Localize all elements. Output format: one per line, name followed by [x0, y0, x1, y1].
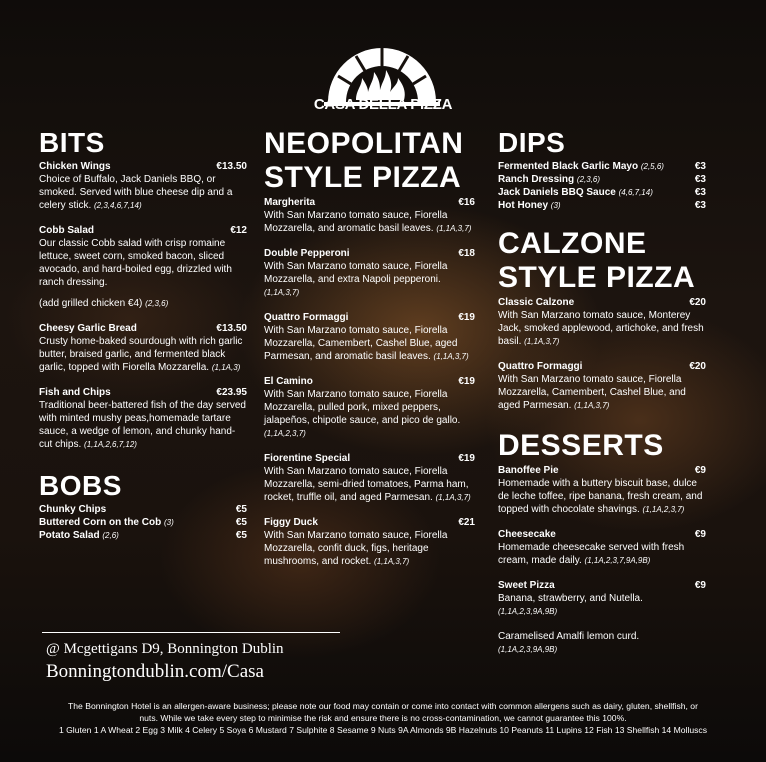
- item-allergens: (3): [550, 201, 561, 210]
- section-title-neopolitan-line2: STYLE PIZZA: [264, 161, 462, 194]
- item-name: Buttered Corn on the Cob: [39, 517, 162, 528]
- section-title-desserts: DESSERTS: [498, 429, 664, 462]
- menu-item-variant: [498, 630, 706, 656]
- item-name: Double Pepperoni: [264, 248, 350, 259]
- item-allergens: (2,5,6): [640, 162, 664, 171]
- item-price: €5: [235, 504, 247, 515]
- dip-item: [498, 186, 706, 199]
- item-name: Quattro Formaggi: [498, 361, 583, 372]
- disclaimer-line: nuts. While we take every step to minimise the risk and ensure there is no cross-contamination, we cannot guarantee this 100%.: [139, 713, 627, 723]
- item-description: With San Marzano tomato sauce, Fiorella Mozzarella, Camembert, Cashel Blue, and aged Parmesan.: [498, 374, 686, 411]
- item-allergens: (1,1A,3,7): [374, 557, 410, 566]
- menu-item: [264, 196, 475, 235]
- item-price: €12: [230, 225, 247, 236]
- menu-item: [264, 452, 475, 504]
- item-description: With San Marzano tomato sauce, Fiorella Mozzarella, and aromatic basil leaves.: [264, 210, 448, 234]
- item-allergens: (2,3,6): [576, 175, 601, 184]
- item-name: Cheesecake: [498, 529, 556, 540]
- item-description: Caramelised Amalfi lemon curd.: [498, 631, 640, 642]
- item-name: Hot Honey: [498, 200, 548, 211]
- menu-item: [264, 311, 475, 363]
- item-name: Fermented Black Garlic Mayo: [498, 161, 639, 172]
- menu-item: [39, 322, 247, 374]
- brand-name: CASA DELLA PIZZA: [313, 96, 453, 113]
- item-allergens: (1,1A,2,3,9A,9B): [498, 607, 558, 616]
- item-name: Ranch Dressing: [498, 174, 575, 185]
- item-price: €19: [458, 376, 475, 387]
- item-description: With San Marzano tomato sauce, Fiorella Mozzarella, semi-dried tomatoes, Parma ham, rocket, truffle oil, and aged Parmesan.: [264, 466, 469, 503]
- section-title-bits: BITS: [39, 127, 105, 158]
- menu-item: [498, 579, 706, 618]
- item-allergens: (1,1A,2,3,7,9A,9B): [584, 556, 651, 565]
- item-name: Margherita: [264, 197, 316, 208]
- item-allergens: (1,1A,2,6,7,12): [84, 440, 137, 449]
- section-title-calzone-line1: CALZONE: [498, 227, 647, 260]
- item-price: €13.50: [216, 161, 247, 172]
- item-description: With San Marzano tomato sauce, Fiorella Mozzarella, confit duck, figs, heritage mushrooms, and rocket.: [264, 530, 448, 567]
- menu-item: [39, 160, 247, 212]
- item-allergens: (1,1A,3,7): [524, 337, 560, 346]
- item-price: €5: [235, 530, 247, 541]
- item-name: Sweet Pizza: [498, 580, 555, 591]
- item-name: Cheesy Garlic Bread: [39, 323, 137, 334]
- side-item: [39, 503, 247, 516]
- item-name: Potato Salad: [39, 530, 100, 541]
- menu-item: [498, 464, 706, 516]
- item-allergens: (2,6): [102, 531, 119, 540]
- item-allergens: (1,1A,2,3,9A,9B): [498, 645, 558, 654]
- dip-item: [498, 173, 706, 186]
- menu-item: [498, 360, 706, 412]
- menu-item: [498, 528, 706, 567]
- item-allergens: (1,1A,3,7): [574, 401, 610, 410]
- section-title-bobs: BOBS: [39, 470, 122, 501]
- item-name: Jack Daniels BBQ Sauce: [498, 187, 616, 198]
- item-price: €3: [694, 161, 706, 172]
- item-allergens: (1,1A,3): [211, 363, 241, 372]
- item-price: €3: [694, 187, 706, 198]
- item-allergens: (2,3,6): [145, 299, 169, 308]
- menu-item-addon: [39, 297, 247, 310]
- item-description: Crusty home-baked sourdough with rich garlic butter, braised garlic, and fermented black garlic, topped with Fiorella Mozzarella.: [39, 336, 243, 373]
- item-allergens: (1,1A,2,3,7): [264, 429, 306, 438]
- footer-divider: [42, 632, 340, 633]
- item-description: With San Marzano tomato sauce, Fiorella Mozzarella, and extra Napoli pepperoni.: [264, 261, 448, 285]
- menu-item: [264, 375, 475, 440]
- item-price: €16: [458, 197, 475, 208]
- item-allergens: (3): [164, 518, 174, 527]
- section-title-calzone-line2: STYLE PIZZA: [498, 261, 696, 294]
- menu-item: [264, 247, 475, 299]
- item-price: €13.50: [216, 323, 247, 334]
- item-price: €9: [694, 465, 706, 476]
- item-allergens: (2,3,4,6,7,14): [94, 201, 142, 210]
- item-name: Chicken Wings: [39, 161, 111, 172]
- item-name: Cobb Salad: [39, 225, 95, 236]
- item-description: Choice of Buffalo, Jack Daniels BBQ, or smoked. Served with blue cheese dip and a celery stick.: [39, 174, 233, 211]
- item-allergens: (1,1A,3,7): [436, 224, 472, 233]
- item-name: Figgy Duck: [264, 517, 318, 528]
- item-description: (add grilled chicken €4): [39, 298, 143, 309]
- website-link[interactable]: Bonningtondublin.com/Casa: [46, 661, 264, 682]
- item-allergens: (1,1A,3,7): [433, 352, 469, 361]
- allergen-disclaimer: [30, 700, 736, 736]
- item-allergens: (4,6,7,14): [618, 188, 653, 197]
- side-item: [39, 529, 247, 542]
- item-description: With San Marzano tomato sauce, Monterey Jack, smoked applewood, artichoke, and fresh basil.: [498, 310, 704, 347]
- item-price: €20: [689, 297, 706, 308]
- item-description: Traditional beer-battered fish of the day served with minted mushy peas,homemade tartare sauce, a wedge of lemon, and chunky hand-cut chips.: [39, 400, 246, 450]
- item-name: Banoffee Pie: [498, 465, 559, 476]
- item-price: €19: [458, 453, 475, 464]
- item-allergens: (1,1A,3,7): [264, 288, 300, 297]
- item-price: €9: [694, 580, 706, 591]
- column-right: [498, 128, 706, 668]
- item-price: €3: [694, 174, 706, 185]
- item-name: Fish and Chips: [39, 387, 111, 398]
- item-name: Classic Calzone: [498, 297, 575, 308]
- item-price: €19: [458, 312, 475, 323]
- item-price: €9: [694, 529, 706, 540]
- item-name: Quattro Formaggi: [264, 312, 349, 323]
- item-name: Fiorentine Special: [264, 453, 351, 464]
- disclaimer-line: The Bonnington Hotel is an allergen-aware business; please note our food may contain or come into contact with common allergens such as dairy, gluten, shellfish, or: [68, 701, 698, 711]
- item-price: €21: [458, 517, 475, 528]
- item-price: €18: [458, 248, 475, 259]
- item-description: Our classic Cobb salad with crisp romaine lettuce, sweet corn, smoked bacon, sliced avocado, and hard-boiled egg, drizzled with ranch dressing.: [39, 238, 232, 288]
- allergen-key: 1 Gluten 1 A Wheat 2 Egg 3 Milk 4 Celery 5 Soya 6 Mustard 7 Sulphite 8 Sesame 9 Nuts 9A Almonds 9B Hazelnuts 10 Peanuts 11 Lupins 12 Fish 13 Shellfish 14 Molluscs: [58, 725, 708, 735]
- section-title-neopolitan-line1: NEOPOLITAN: [264, 127, 464, 160]
- item-allergens: (1,1A,3,7): [435, 493, 471, 502]
- item-description: With San Marzano tomato sauce, Fiorella Mozzarella, pulled pork, mixed peppers, jalapeños, chipotle sauce, and pico de gallo.: [264, 389, 461, 426]
- item-description: Banana, strawberry, and Nutella.: [498, 593, 643, 604]
- menu-item: [39, 386, 247, 451]
- column-middle: [264, 128, 475, 580]
- item-price: €5: [235, 517, 247, 528]
- menu-item: [39, 224, 247, 289]
- venue-address: @ Mcgettigans D9, Bonnington Dublin: [46, 641, 284, 657]
- side-item: [39, 516, 247, 529]
- item-price: €20: [689, 361, 706, 372]
- item-price: €23.95: [216, 387, 247, 398]
- item-price: €3: [694, 200, 706, 211]
- item-allergens: (1,1A,2,3,7): [642, 505, 685, 514]
- dip-item: [498, 160, 706, 173]
- item-name: El Camino: [264, 376, 313, 387]
- item-name: Chunky Chips: [39, 504, 107, 515]
- item-description: Homemade with a buttery biscuit base, dulce de leche toffee, ripe banana, fresh cream, and topped with chocolate shavings.: [498, 478, 703, 515]
- column-left: [39, 128, 247, 542]
- section-title-dips: DIPS: [498, 127, 566, 158]
- item-description: With San Marzano tomato sauce, Fiorella Mozzarella, Camembert, Cashel Blue, aged Parmesan, and aromatic basil leaves.: [264, 325, 458, 362]
- menu-item: [264, 516, 475, 568]
- dip-item: [498, 199, 706, 212]
- item-description: Homemade cheesecake served with fresh cream, made daily.: [498, 542, 685, 566]
- menu-item: [498, 296, 706, 348]
